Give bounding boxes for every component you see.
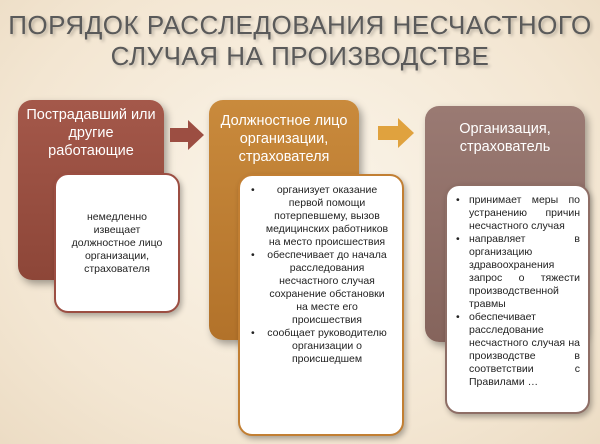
step-1-heading: Пострадавший или другие работающие (26, 107, 156, 159)
step-1-text: немедленно извещает должностное лицо организации, страхователя (71, 210, 163, 275)
list-item: • направляет в организацию здравоохранения запрос о тяжести производственной травмы (469, 233, 580, 311)
list-item: • принимает меры по устранению причин несчастного случая (469, 194, 580, 233)
list-item: • организует оказание первой помощи потерпевшему, вызов медицинских работников на место происшествия (264, 184, 390, 249)
step-2-list (248, 184, 390, 366)
arrow-right-icon (378, 118, 414, 148)
list-item: • сообщает руководителю организации о происшедшем (264, 327, 390, 366)
page-title (0, 10, 600, 72)
list-item: • обеспечивает расследование несчастного случая на производстве в соответствии с Правилами … (469, 311, 580, 389)
title-line-1: ПОРЯДОК РАССЛЕДОВАНИЯ НЕСЧАСТНОГО (8, 10, 592, 40)
step-1-card (54, 173, 180, 313)
step-3-list (453, 194, 580, 389)
step-3-card (445, 184, 590, 414)
step-2-heading: Должностное лицо организации, страхователя (220, 113, 348, 165)
step-2-card (238, 174, 404, 436)
title-line-2: СЛУЧАЯ НА ПРОИЗВОДСТВЕ (110, 41, 490, 71)
step-3-heading: Организация, страхователь (459, 121, 551, 155)
arrow-right-icon (170, 120, 204, 150)
list-item: • обеспечивает до начала расследования несчастного случая сохранение обстановки на месте его происшествия (264, 249, 390, 327)
